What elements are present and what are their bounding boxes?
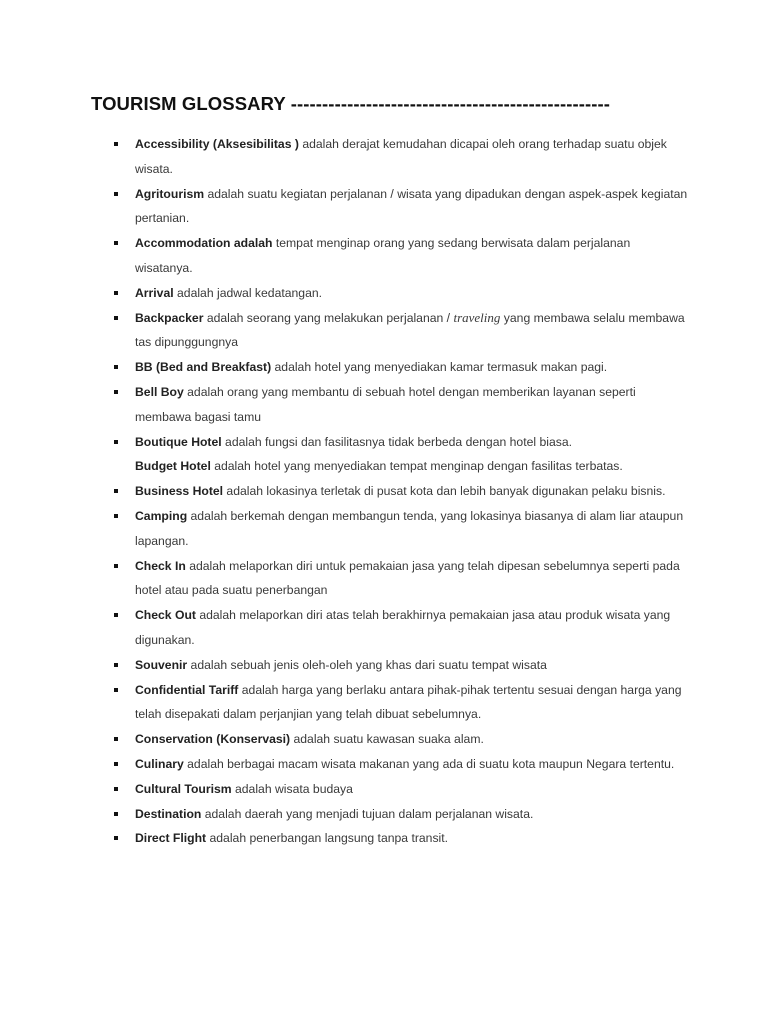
square-bullet-icon [114, 737, 118, 741]
glossary-entry [0, 355, 768, 380]
glossary-entry [0, 727, 768, 752]
glossary-definition: adalah daerah yang menjadi tujuan dalam perjalanan wisata. [201, 806, 534, 821]
square-bullet-icon [114, 812, 118, 816]
document-title: TOURISM GLOSSARY --------------------------------------------------- [91, 93, 611, 114]
glossary-term: Souvenir [135, 657, 188, 672]
glossary-definition: adalah lokasinya terletak di pusat kota dan lebih banyak digunakan pelaku bisnis. [223, 484, 666, 499]
glossary-term: Accessibility (Aksesibilitas ) [135, 137, 299, 151]
glossary-term: BB (Bed and Breakfast) [135, 360, 272, 375]
glossary-definition: adalah melaporkan diri untuk pemakaian jasa yang telah dipesan sebelumnya seperti pada hotel atau pada suatu penerbangan [135, 558, 680, 598]
glossary-definition: adalah harga yang berlaku antara pihak-pihak tertentu sesuai dengan harga yang telah disepakati dalam perjanjian yang telah dibuat sebelumnya. [135, 682, 682, 722]
glossary-term: Culinary [135, 756, 184, 771]
square-bullet-icon [114, 142, 118, 146]
glossary-definition: tempat menginap orang yang sedang berwisata dalam perjalanan wisatanya. [135, 236, 631, 275]
square-bullet-icon [114, 390, 118, 394]
glossary-term: Check In [135, 558, 186, 573]
glossary-italic-word: traveling [453, 309, 501, 325]
glossary-term: Arrival [135, 285, 174, 300]
glossary-definition: adalah berkemah dengan membangun tenda, yang lokasinya biasanya di alam liar ataupun lapangan. [135, 508, 684, 548]
glossary-term: Bell Boy [135, 384, 184, 399]
square-bullet-icon [114, 514, 118, 518]
glossary-definition: adalah sebuah jenis oleh-oleh yang khas dari suatu tempat wisata [187, 657, 547, 672]
glossary-definition: adalah hotel yang menyediakan kamar termasuk makan pagi. [271, 360, 608, 375]
glossary-entry [0, 182, 768, 232]
square-bullet-icon [114, 663, 118, 667]
glossary-term: Backpacker [135, 310, 204, 325]
glossary-definition: adalah berbagai macam wisata makanan yang ada di suatu kota maupun Negara tertentu. [183, 756, 675, 771]
glossary-definition: adalah jadwal kedatangan. [173, 285, 323, 300]
glossary-entry-no-bullet [0, 454, 768, 479]
glossary-term: Boutique Hotel [135, 434, 222, 449]
glossary-definition: adalah derajat kemudahan dicapai oleh orang terhadap suatu objek wisata. [135, 137, 667, 176]
glossary-definition: adalah penerbangan langsung tanpa transit. [206, 831, 449, 846]
glossary-entry [0, 678, 768, 728]
glossary-term: Cultural Tourism [135, 781, 232, 796]
glossary-definition: adalah orang yang membantu di sebuah hotel dengan memberikan layanan seperti membawa bagasi tamu [135, 384, 636, 424]
glossary-definition: adalah fungsi dan fasilitasnya tidak berbeda dengan hotel biasa. [221, 434, 572, 449]
glossary-entry [0, 479, 768, 504]
glossary-term: Camping [135, 508, 188, 523]
square-bullet-icon [114, 440, 118, 444]
glossary-term: Agritourism [135, 186, 205, 201]
square-bullet-icon [114, 192, 118, 196]
glossary-definition: adalah wisata budaya [231, 781, 353, 796]
square-bullet-icon [114, 688, 118, 692]
glossary-definition: adalah seorang yang melakukan perjalanan / [203, 310, 454, 325]
glossary-definition: adalah suatu kawasan suaka alam. [290, 732, 484, 747]
glossary-entry [0, 231, 768, 281]
glossary-entry [0, 504, 768, 554]
glossary-list [0, 132, 768, 851]
square-bullet-icon [114, 787, 118, 791]
glossary-entry [0, 603, 768, 653]
square-bullet-icon [114, 836, 118, 840]
glossary-term: Budget Hotel [135, 459, 211, 474]
glossary-definition: adalah melaporkan diri atas telah berakhirnya pemakaian jasa atau produk wisata yang digunakan. [135, 608, 671, 647]
square-bullet-icon [114, 316, 118, 320]
glossary-term: Confidential Tariff [135, 682, 239, 697]
glossary-entry [0, 826, 768, 851]
glossary-definition: adalah hotel yang menyediakan tempat menginap dengan fasilitas terbatas. [210, 459, 623, 474]
square-bullet-icon [114, 613, 118, 617]
glossary-definition-continued: yang membawa selalu membawa tas dipunggungnya [135, 310, 685, 350]
glossary-entry [0, 777, 768, 802]
glossary-entry [0, 653, 768, 678]
glossary-entry [0, 430, 768, 455]
glossary-entry [0, 281, 768, 306]
glossary-entry [0, 306, 768, 356]
glossary-term: Accommodation adalah [135, 236, 273, 251]
glossary-entry [0, 802, 768, 827]
glossary-entry [0, 752, 768, 777]
square-bullet-icon [114, 291, 118, 295]
square-bullet-icon [114, 365, 118, 369]
square-bullet-icon [114, 564, 118, 568]
glossary-entry [0, 380, 768, 430]
glossary-term: Direct Flight [135, 831, 207, 846]
glossary-term: Check Out [135, 608, 196, 623]
square-bullet-icon [114, 762, 118, 766]
square-bullet-icon [114, 241, 118, 245]
square-bullet-icon [114, 489, 118, 493]
glossary-term: Business Hotel [135, 484, 224, 499]
glossary-term: Destination [135, 806, 202, 821]
glossary-definition: adalah suatu kegiatan perjalanan / wisata yang dipadukan dengan aspek-aspek kegiatan pertanian. [135, 186, 688, 226]
glossary-entry [0, 132, 768, 182]
glossary-entry [0, 554, 768, 604]
glossary-term: Conservation (Konservasi) [135, 732, 291, 747]
